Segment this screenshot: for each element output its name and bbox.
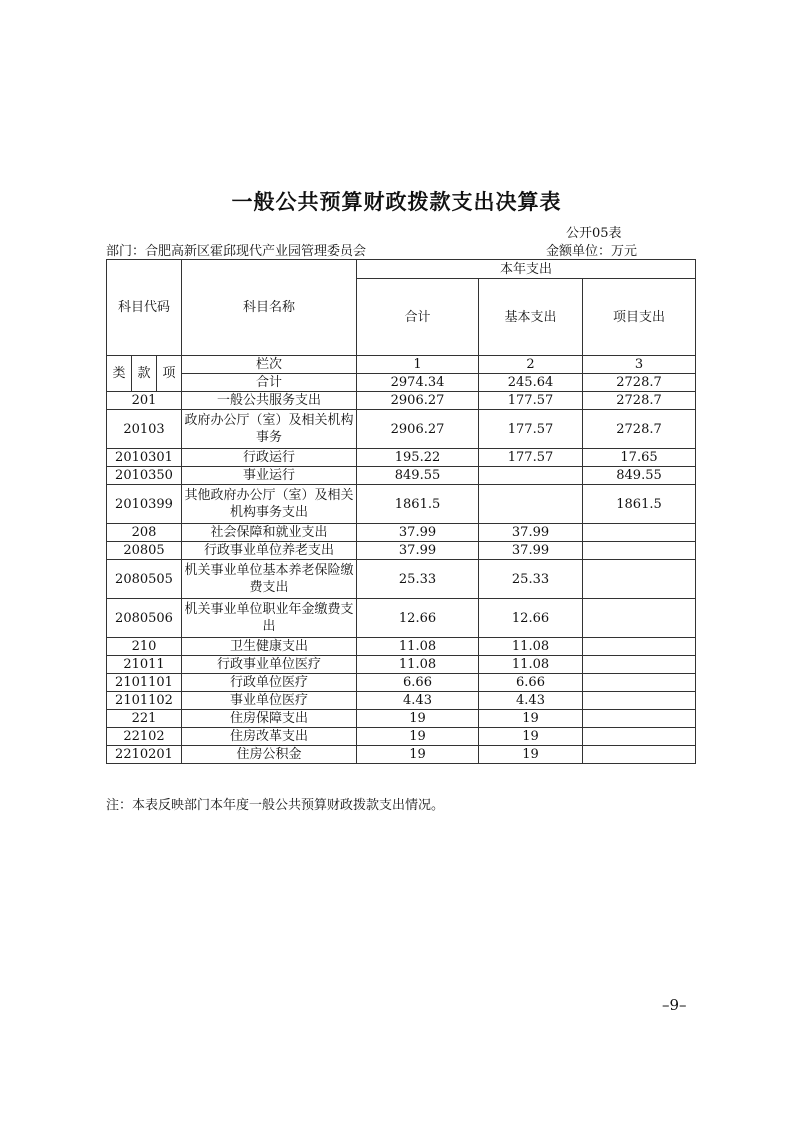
- row-basic: 4.43: [479, 692, 583, 710]
- row-name: 政府办公厅（室）及相关机构事务: [182, 410, 357, 449]
- row-code: 22102: [107, 728, 182, 746]
- row-code: 201: [107, 392, 182, 410]
- table-row: [107, 692, 696, 710]
- row-project: [583, 674, 696, 692]
- row-total: 6.66: [357, 674, 479, 692]
- table-row: [107, 410, 696, 449]
- table-note: 注：本表反映部门本年度一般公共预算财政拨款支出情况。: [106, 798, 445, 813]
- column-index-row: [107, 356, 696, 374]
- row-total: 1861.5: [357, 485, 479, 524]
- row-total: 12.66: [357, 599, 479, 638]
- row-code: 21011: [107, 656, 182, 674]
- column-index-1: 1: [357, 356, 479, 374]
- row-project: [583, 746, 696, 764]
- header-row: [107, 260, 696, 279]
- row-basic: 11.08: [479, 656, 583, 674]
- row-name: 机关事业单位职业年金缴费支出: [182, 599, 357, 638]
- row-total: 11.08: [357, 656, 479, 674]
- row-total: 195.22: [357, 449, 479, 467]
- header-code: 科目代码: [107, 260, 182, 356]
- header-xiang: 项: [157, 356, 182, 392]
- row-project: [583, 728, 696, 746]
- header-name: 科目名称: [182, 260, 357, 356]
- sum-total: 2974.34: [357, 374, 479, 392]
- page-number: –9–: [662, 996, 687, 1014]
- row-name: 事业单位医疗: [182, 692, 357, 710]
- row-code: 2101101: [107, 674, 182, 692]
- row-project: [583, 692, 696, 710]
- table-row: [107, 656, 696, 674]
- row-name: 行政单位医疗: [182, 674, 357, 692]
- row-total: 4.43: [357, 692, 479, 710]
- row-total: 37.99: [357, 524, 479, 542]
- row-project: 849.55: [583, 467, 696, 485]
- row-project: 1861.5: [583, 485, 696, 524]
- table-row: [107, 524, 696, 542]
- sum-project: 2728.7: [583, 374, 696, 392]
- row-project: [583, 542, 696, 560]
- row-basic: 19: [479, 728, 583, 746]
- header-total: 合计: [357, 279, 479, 356]
- table-row: [107, 467, 696, 485]
- row-basic: 19: [479, 746, 583, 764]
- row-basic: 11.08: [479, 638, 583, 656]
- row-name: 住房保障支出: [182, 710, 357, 728]
- row-project: [583, 656, 696, 674]
- row-project: 17.65: [583, 449, 696, 467]
- row-name: 机关事业单位基本养老保险缴费支出: [182, 560, 357, 599]
- row-total: 849.55: [357, 467, 479, 485]
- budget-table: [106, 259, 696, 764]
- header-basic: 基本支出: [479, 279, 583, 356]
- table-row: [107, 392, 696, 410]
- row-total: 2906.27: [357, 410, 479, 449]
- form-number: 公开05表: [566, 226, 622, 241]
- row-basic: [479, 485, 583, 524]
- row-project: [583, 599, 696, 638]
- header-lei: 类: [107, 356, 132, 392]
- row-total: 25.33: [357, 560, 479, 599]
- row-basic: [479, 467, 583, 485]
- row-code: 2010350: [107, 467, 182, 485]
- row-project: 2728.7: [583, 410, 696, 449]
- row-project: [583, 524, 696, 542]
- header-current-year: 本年支出: [357, 260, 696, 279]
- row-code: 20103: [107, 410, 182, 449]
- row-total: 37.99: [357, 542, 479, 560]
- row-code: 2101102: [107, 692, 182, 710]
- row-total: 19: [357, 710, 479, 728]
- row-basic: 177.57: [479, 449, 583, 467]
- row-code: 221: [107, 710, 182, 728]
- row-basic: 25.33: [479, 560, 583, 599]
- table-row: [107, 542, 696, 560]
- table-row: [107, 599, 696, 638]
- row-code: 2080506: [107, 599, 182, 638]
- row-code: 20805: [107, 542, 182, 560]
- row-name: 事业运行: [182, 467, 357, 485]
- row-code: 208: [107, 524, 182, 542]
- row-code: 2010301: [107, 449, 182, 467]
- column-index-3: 3: [583, 356, 696, 374]
- sum-row: [107, 374, 696, 392]
- table-row: [107, 560, 696, 599]
- table-row: [107, 728, 696, 746]
- row-basic: 177.57: [479, 410, 583, 449]
- department-label: 部门：合肥高新区霍邱现代产业园管理委员会: [106, 244, 367, 259]
- row-code: 2080505: [107, 560, 182, 599]
- page-title: 一般公共预算财政拨款支出决算表: [231, 190, 562, 214]
- row-name: 住房改革支出: [182, 728, 357, 746]
- row-name: 住房公积金: [182, 746, 357, 764]
- table-row: [107, 746, 696, 764]
- row-code: 2010399: [107, 485, 182, 524]
- row-total: 11.08: [357, 638, 479, 656]
- table-row: [107, 674, 696, 692]
- row-basic: 37.99: [479, 542, 583, 560]
- row-name: 卫生健康支出: [182, 638, 357, 656]
- column-index-2: 2: [479, 356, 583, 374]
- table-row: [107, 485, 696, 524]
- row-name: 其他政府办公厅（室）及相关机构事务支出: [182, 485, 357, 524]
- row-code: 210: [107, 638, 182, 656]
- row-name: 一般公共服务支出: [182, 392, 357, 410]
- row-total: 2906.27: [357, 392, 479, 410]
- row-project: 2728.7: [583, 392, 696, 410]
- row-name: 行政事业单位医疗: [182, 656, 357, 674]
- row-total: 19: [357, 746, 479, 764]
- row-project: [583, 638, 696, 656]
- sum-basic: 245.64: [479, 374, 583, 392]
- amount-unit-label: 金额单位：万元: [546, 244, 638, 259]
- row-project: [583, 560, 696, 599]
- row-total: 19: [357, 728, 479, 746]
- table-row: [107, 710, 696, 728]
- row-basic: 177.57: [479, 392, 583, 410]
- row-name: 社会保障和就业支出: [182, 524, 357, 542]
- row-project: [583, 710, 696, 728]
- row-name: 行政运行: [182, 449, 357, 467]
- header-kuan: 款: [132, 356, 157, 392]
- column-index-label: 栏次: [182, 356, 357, 374]
- header-project: 项目支出: [583, 279, 696, 356]
- row-basic: 37.99: [479, 524, 583, 542]
- sum-label: 合计: [182, 374, 357, 392]
- row-name: 行政事业单位养老支出: [182, 542, 357, 560]
- table-row: [107, 449, 696, 467]
- row-basic: 19: [479, 710, 583, 728]
- table-row: [107, 638, 696, 656]
- row-basic: 6.66: [479, 674, 583, 692]
- row-basic: 12.66: [479, 599, 583, 638]
- row-code: 2210201: [107, 746, 182, 764]
